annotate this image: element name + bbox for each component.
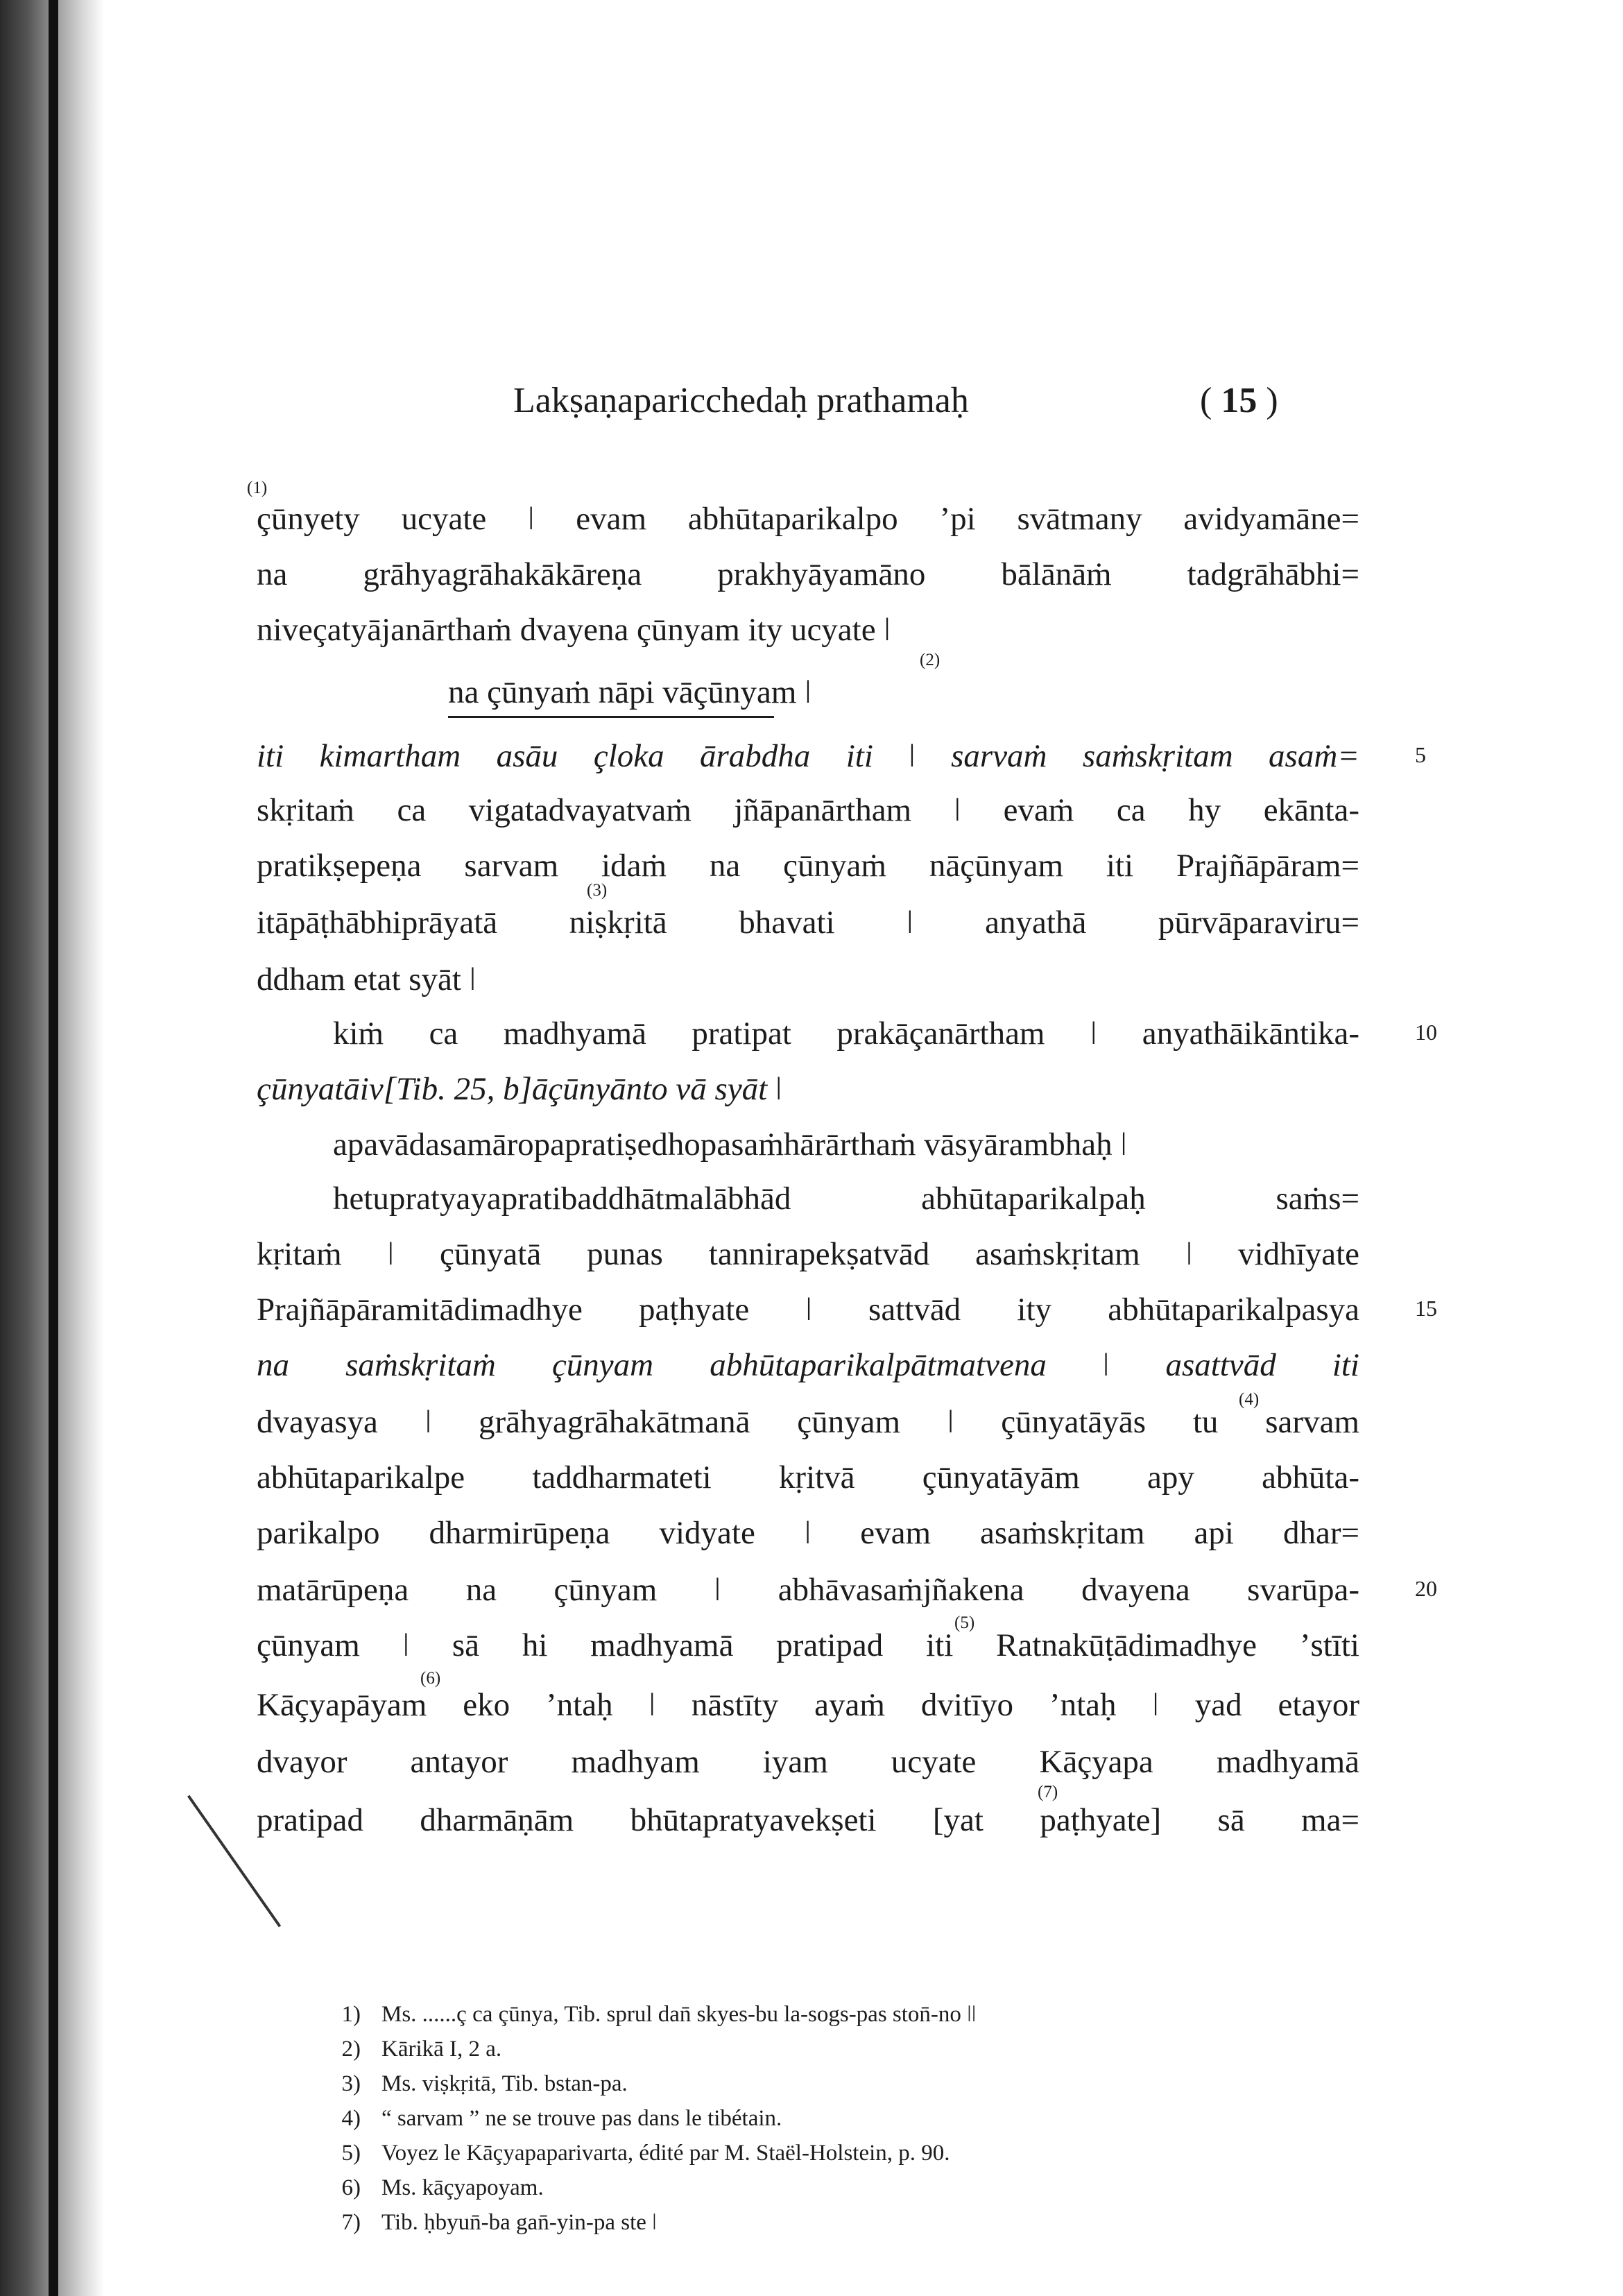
footnote: 2) Kārikā I, 2 a.: [341, 2037, 502, 2062]
text-line: Kāçyapāyam eko ʼntaḥ ǀ nāstīty ayaṁ dvitīyo ʼntaḥ ǀ yad etayor: [257, 1687, 1359, 1723]
book-binding-edge: [49, 0, 58, 2296]
text-line: apavādasamāropapratiṣedhopasaṁhārārthaṁ vāsyārambhaḥ ǀ: [333, 1126, 1127, 1163]
margin-line-number: 20: [1415, 1576, 1437, 1601]
text-line: na saṁskṛitaṁ çūnyam abhūtaparikalpātmatvena ǀ asattvād iti: [257, 1347, 1359, 1383]
footnote-ref: (1): [247, 479, 268, 497]
margin-line-number: 15: [1415, 1296, 1437, 1321]
footnote-ref: (5): [954, 1613, 975, 1632]
text-line: ddham etat syāt ǀ: [257, 961, 476, 997]
footnote: 6) Ms. kāçyapoyam.: [341, 2175, 544, 2200]
text-line: pratipad dharmāṇām bhūtapratyavekṣeti [yat paṭhyate] sā ma=: [257, 1802, 1359, 1838]
verse-line: na çūnyaṁ nāpi vāçūnyam ǀ: [448, 674, 812, 710]
text-line: çūnyam ǀ sā hi madhyamā pratipad iti Ratnakūṭādimadhye ʼstīti: [257, 1627, 1359, 1663]
text-line: hetupratyayapratibaddhātmalābhād abhūtaparikalpaḥ saṁs=: [333, 1181, 1359, 1217]
text-line: parikalpo dharmirūpeṇa vidyate ǀ evam asaṁskṛitam api dhar=: [257, 1515, 1359, 1551]
footnote-ref: (4): [1239, 1390, 1260, 1409]
footnote: 3) Ms. viṣkṛitā, Tib. bstan-pa.: [341, 2071, 628, 2096]
text-line: skṛitaṁ ca vigatadvayatvaṁ jñāpanārtham ǀ evaṁ ca hy ekānta-: [257, 792, 1359, 828]
text-line: iti kimartham asāu çloka ārabdha iti ǀ sarvaṁ saṁskṛitam asaṁ=: [257, 738, 1359, 774]
text-line: kṛitaṁ ǀ çūnyatā punas tannirapekṣatvād asaṁskṛitam ǀ vidhīyate: [257, 1236, 1359, 1272]
footnote-ref: (7): [1038, 1783, 1058, 1801]
text-line: itāpāṭhābhiprāyatā niṣkṛitā bhavati ǀ anyathā pūrvāparaviru=: [257, 905, 1359, 941]
page-number: ( 15 ): [1200, 381, 1278, 420]
running-title: Lakṣaṇaparicchedaḥ prathamaḥ: [513, 381, 969, 420]
verse-separator: [448, 716, 774, 718]
page-header: [513, 380, 1304, 429]
footnote: 1) Ms. ......ç ca çūnya, Tib. sprul dan̄ skyes-bu la-sogs-pas ston̄-no ǀǀ: [341, 2002, 977, 2027]
text-line: çūnyatāiv[Tib. 25, b]āçūnyānto vā syāt ǀ: [257, 1071, 782, 1107]
text-line: dvayor antayor madhyam iyam ucyate Kāçyapa madhyamā: [257, 1744, 1359, 1780]
text-line: matārūpeṇa na çūnyam ǀ abhāvasaṁjñakena dvayena svarūpa-: [257, 1572, 1359, 1608]
margin-line-number: 5: [1415, 742, 1426, 767]
text-line: kiṁ ca madhyamā pratipat prakāçanārtham ǀ anyathāikāntika-: [333, 1016, 1359, 1052]
text-line: çūnyety ucyate ǀ evam abhūtaparikalpo ʼpi svātmany avidyamāne=: [257, 501, 1359, 537]
text-line: na grāhyagrāhakākāreṇa prakhyāyamāno bālānāṁ tadgrāhābhi=: [257, 556, 1359, 592]
footnote: 5) Voyez le Kāçyapaparivarta, édité par M. Staël-Holstein, p. 90.: [341, 2141, 950, 2166]
footnote: 7) Tib. ḥbyun̄-ba gan̄-yin-pa ste ǀ: [341, 2210, 657, 2235]
footnote-ref: (6): [420, 1669, 441, 1688]
text-line: pratikṣepeṇa sarvam idaṁ na çūnyaṁ nāçūnyam iti Prajñāpāram=: [257, 848, 1359, 884]
margin-line-number: 10: [1415, 1020, 1437, 1045]
text-line: dvayasya ǀ grāhyagrāhakātmanā çūnyam ǀ çūnyatāyās tu sarvam: [257, 1404, 1359, 1440]
text-line: Prajñāpāramitādimadhye paṭhyate ǀ sattvād ity abhūtaparikalpasya: [257, 1292, 1359, 1328]
text-line: niveçatyājanārthaṁ dvayena çūnyam ity ucyate ǀ: [257, 612, 891, 648]
footnote-ref: (2): [920, 651, 941, 669]
text-line: abhūtaparikalpe taddharmateti kṛitvā çūnyatāyām apy abhūta-: [257, 1459, 1359, 1496]
footnote: 4) “ sarvam ” ne se trouve pas dans le tibétain.: [341, 2106, 782, 2131]
footnote-ref: (3): [587, 881, 608, 900]
